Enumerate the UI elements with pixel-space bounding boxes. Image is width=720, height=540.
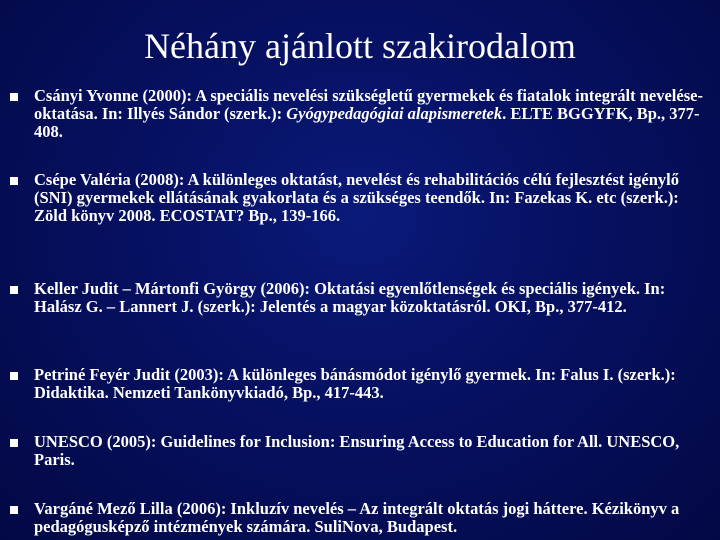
reference-text: Csépe Valéria (2008): A különleges oktatást, nevelést és rehabilitációs célú fejlesztést igénylő (SNI) gyermekek ellátásának gyakorlata és a szükséges teendők. In: Fazekas K. etc (szerk.): Zöld könyv 2008. ECOSTAT? Bp., 139-166. bbox=[34, 170, 679, 225]
slide-title: Néhány ajánlott szakirodalom bbox=[144, 26, 576, 66]
square-bullet-icon bbox=[10, 506, 18, 514]
square-bullet-icon bbox=[10, 439, 18, 447]
reference-text: UNESCO (2005): Guidelines for Inclusion: Ensuring Access to Education for All. UNESCO, Paris. bbox=[34, 432, 680, 469]
reference-text-part: Csányi Yvonne (2000): A speciális nevelési szükségletű gyermekek és fiatalok integrált nevelése-oktatása. In: Illyés Sándor (szerk.): bbox=[34, 86, 703, 123]
reference-item bbox=[10, 433, 710, 469]
reference-text bbox=[34, 87, 710, 141]
reference-item bbox=[10, 366, 710, 402]
reference-item bbox=[10, 500, 710, 536]
square-bullet-icon bbox=[10, 372, 18, 380]
reference-italic-title: Gyógypedagógiai alapismeretek bbox=[286, 104, 503, 123]
reference-text: Petriné Feyér Judit (2003): A különleges bánásmódot igénylő gyermek. In: Falus I. (szerk.): Didaktika. Nemzeti Tankönyvkiadó, Bp., 417-443. bbox=[34, 365, 676, 402]
reference-item bbox=[10, 171, 710, 225]
square-bullet-icon bbox=[10, 177, 18, 185]
reference-text: Keller Judit – Mártonfi György (2006): Oktatási egyenlőtlenségek és speciális igények. In: Halász G. – Lannert J. (szerk.): Jelentés a magyar közoktatásról. OKI, Bp., 377-412. bbox=[34, 279, 666, 316]
reference-item bbox=[10, 280, 710, 316]
reference-item bbox=[10, 87, 710, 141]
square-bullet-icon bbox=[10, 286, 18, 294]
reference-text: Vargáné Mező Lilla (2006): Inkluzív nevelés – Az integrált oktatás jogi háttere. Kézikönyv a pedagógusképző intézmények számára. SuliNova, Budapest. bbox=[34, 499, 680, 536]
square-bullet-icon bbox=[10, 93, 18, 101]
reference-text-part: . ELTE BGGYFK, Bp., 377-408. bbox=[34, 104, 700, 141]
